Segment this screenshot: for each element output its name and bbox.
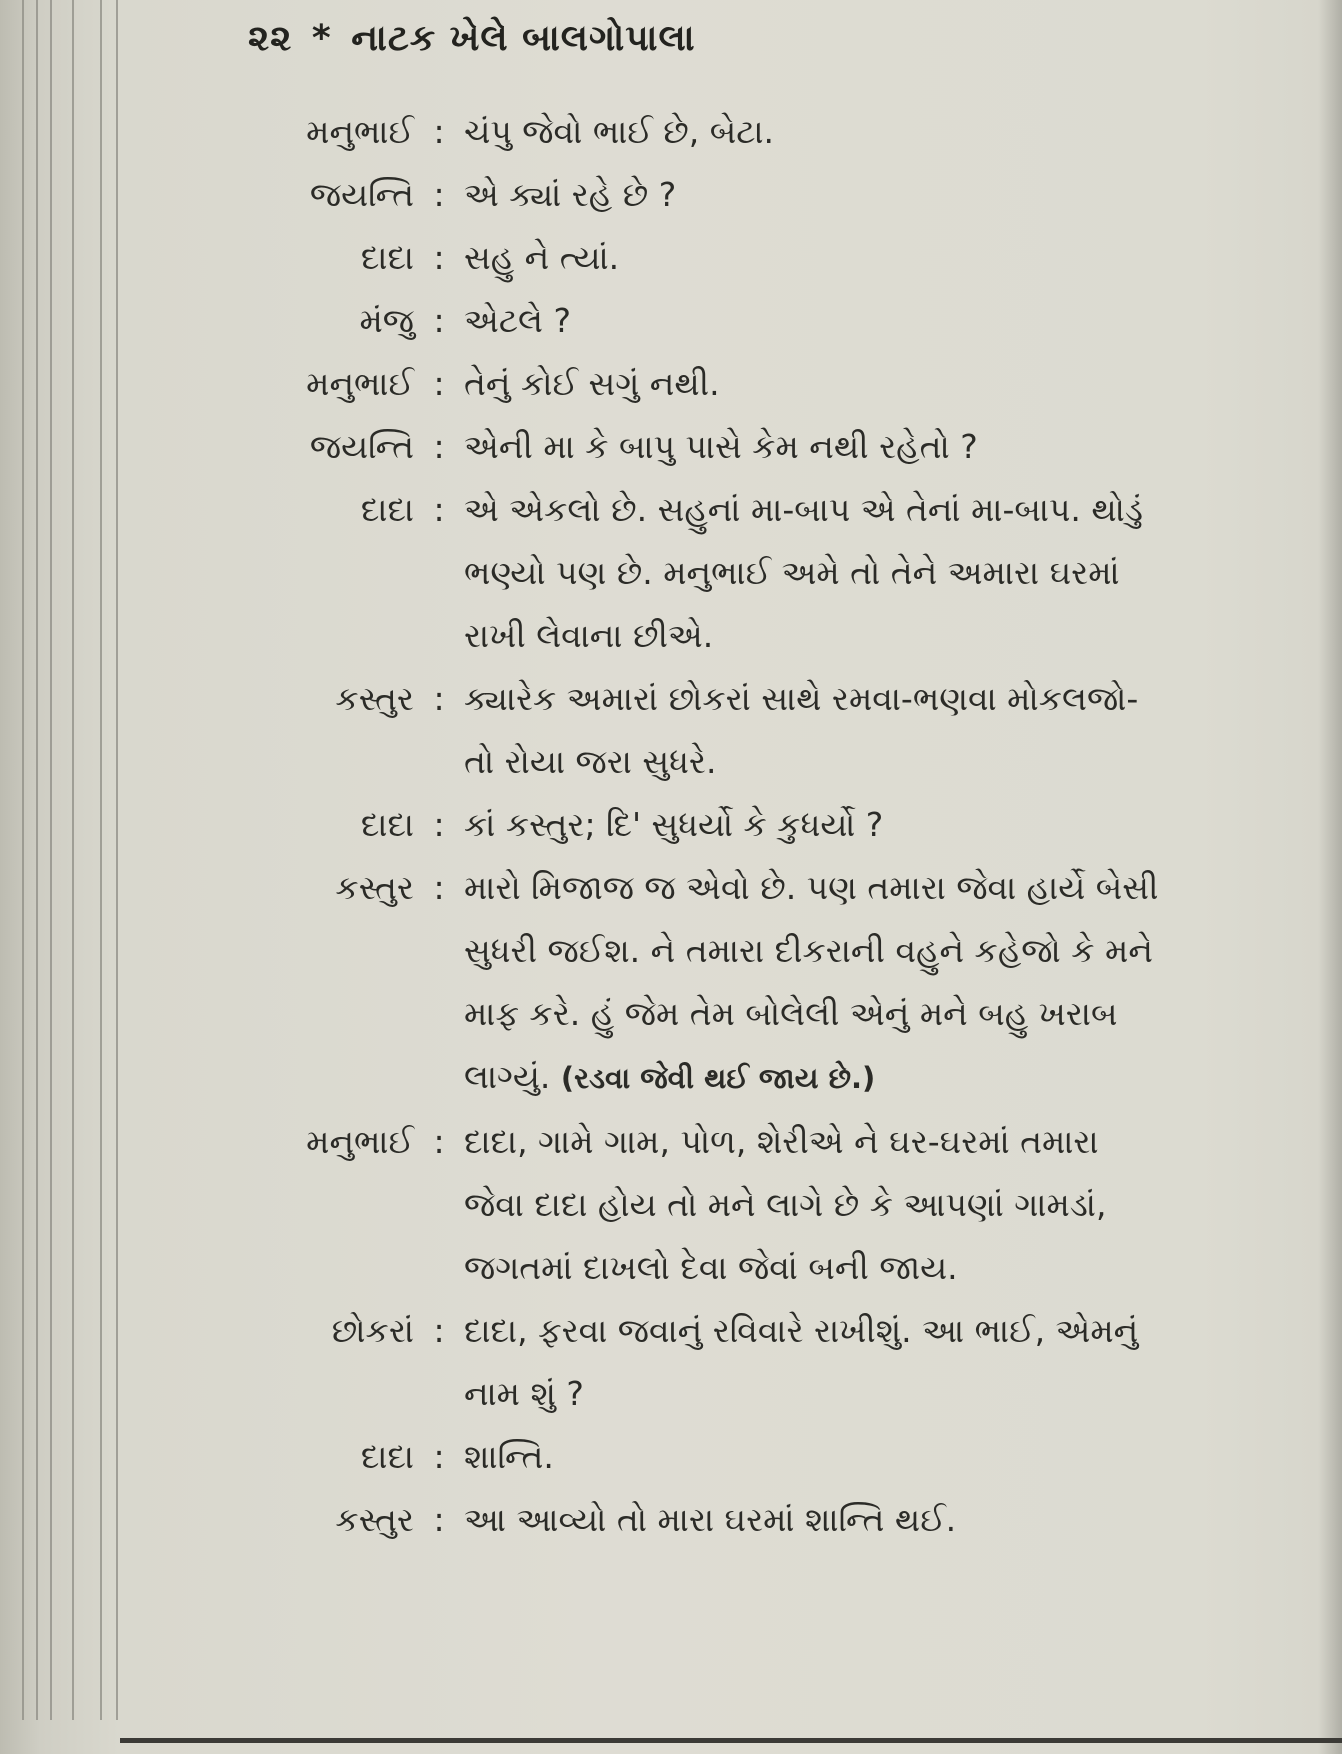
speaker-colon: : (433, 868, 445, 907)
speaker-colon: : (433, 490, 445, 529)
speech-text: એની મા કે બાપુ પાસે કેમ નથી રહેતો ? (464, 427, 978, 466)
speaker-name: કસ્તુર (335, 679, 414, 718)
dialogue-entry (200, 289, 1240, 352)
speech-text: એટલે ? (464, 301, 571, 340)
speaker-name: છોકરાં (331, 1311, 414, 1350)
dialogue-entry (200, 163, 1240, 226)
speaker-name: દાદા (360, 805, 414, 844)
speaker-colon: : (433, 1437, 445, 1476)
dialogue-entry (200, 1488, 1240, 1551)
speaker-colon: : (433, 1311, 445, 1350)
dialogue (200, 100, 1240, 1551)
speaker-name: દાદા (360, 238, 414, 277)
speaker-name: જયન્તિ (309, 427, 414, 466)
speech-text: દાદા, ગામે ગામ, પોળ, શેરીએ ને ઘર-ઘરમાં તમારા જેવા દાદા હોય તો મને લાગે છે કે આપણાં ગામડાં, જગતમાં દાખલો દેવા જેવાં બની જાય. (464, 1122, 1107, 1287)
speaker-name: દાદા (360, 1437, 414, 1476)
speaker-colon: : (433, 1500, 445, 1539)
book-title: નાટક ખેલે બાલગોપાલા (351, 18, 696, 59)
speaker-name: કસ્તુર (335, 1500, 414, 1539)
speaker-name: કસ્તુર (335, 868, 414, 907)
speaker-name: મંજુ (359, 301, 414, 340)
header-separator: * (311, 18, 332, 59)
speech-text: શાન્તિ. (464, 1437, 554, 1476)
page-edge-line (50, 0, 52, 1720)
speaker-colon: : (433, 112, 445, 151)
speech-text: એ એકલો છે. સહુનાં મા-બાપ એ તેનાં મા-બાપ. થોડું ભણ્યો પણ છે. મનુભાઈ અમે તો તેને અમારા ઘરમાં રાખી લેવાના છીએ. (464, 490, 1144, 655)
speech-text: તેનું કોઈ સગું નથી. (464, 364, 720, 403)
dialogue-entry (200, 793, 1240, 856)
speech-text: આ આવ્યો તો મારા ઘરમાં શાન્તિ થઈ. (464, 1500, 957, 1539)
speech-text: દાદા, ફરવા જવાનું રવિવારે રાખીશું. આ ભાઈ, એમનું નામ શું ? (464, 1311, 1139, 1413)
dialogue-entry (200, 667, 1240, 793)
speaker-name: મનુભાઈ (306, 112, 414, 151)
page-bottom-edge (120, 1738, 1342, 1743)
speech-text: ચંપુ જેવો ભાઈ છે, બેટા. (464, 112, 775, 151)
dialogue-entry (200, 478, 1240, 667)
dialogue-entry (200, 352, 1240, 415)
speaker-name: મનુભાઈ (306, 364, 414, 403)
page-number: ૨૨ (248, 18, 293, 59)
page-edge-line (22, 0, 24, 1720)
speaker-colon: : (433, 364, 445, 403)
dialogue-entry (200, 226, 1240, 289)
dialogue-entry (200, 1425, 1240, 1488)
page-edge-line (116, 0, 118, 1720)
speech-text: મારો મિજાજ જ એવો છે. પણ તમારા જેવા હાર્યે બેસી સુધરી જઈશ. ને તમારા દીકરાની વહુને કહેજો કે મને માફ કરે. હું જેમ તેમ બોલેલી એનું મને બહુ ખરાબ લાગ્યું. (464, 868, 1159, 1096)
dialogue-entry (200, 100, 1240, 163)
speaker-name: મનુભાઈ (306, 1122, 414, 1161)
speaker-colon: : (433, 679, 445, 718)
speaker-colon: : (433, 175, 445, 214)
speech-text: ક્યારેક અમારાં છોકરાં સાથે રમવા-ભણવા મોકલજો-તો રોયા જરા સુધરે. (464, 679, 1139, 781)
dialogue-entry (200, 1110, 1240, 1299)
speech-text: સહુ ને ત્યાં. (464, 238, 620, 277)
speaker-colon: : (433, 238, 445, 277)
dialogue-entry (200, 1299, 1240, 1425)
running-header (248, 18, 696, 60)
speech-text: એ ક્યાં રહે છે ? (464, 175, 677, 214)
speaker-colon: : (433, 301, 445, 340)
page-edge-line (36, 0, 38, 1720)
page-edge-line (100, 0, 102, 1720)
dialogue-entry (200, 856, 1240, 1110)
speaker-colon: : (433, 427, 445, 466)
speaker-name: દાદા (360, 490, 414, 529)
speaker-name: જયન્તિ (309, 175, 414, 214)
speech-block (464, 856, 1164, 1110)
speech-text: કાં કસ્તુર; દિ' સુધર્યો કે કુધર્યો ? (464, 805, 884, 844)
speaker-colon: : (433, 1122, 445, 1161)
page-edge-line (72, 0, 74, 1720)
page-shadow (1318, 0, 1342, 1754)
speaker-colon: : (433, 805, 445, 844)
dialogue-entry (200, 415, 1240, 478)
stage-direction: (રડવા જેવી થઈ જાય છે.) (560, 1061, 876, 1095)
